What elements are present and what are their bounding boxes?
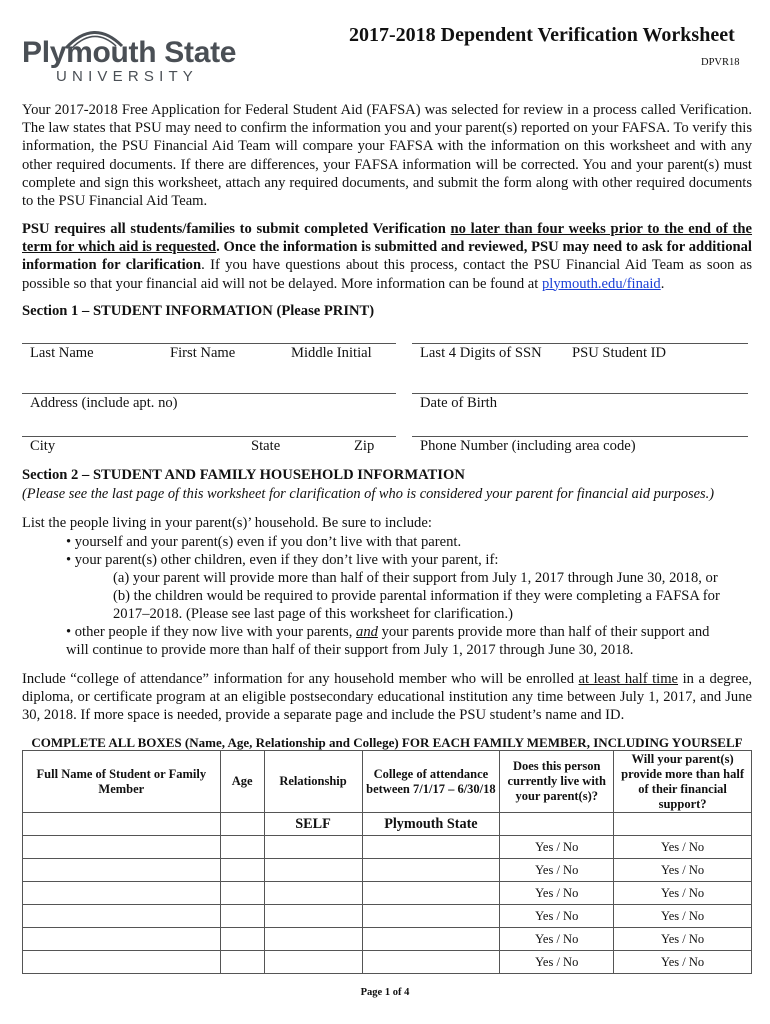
bullet-other-children: • your parent(s) other children, even if they don’t live with your parent, if: bbox=[66, 552, 499, 568]
age-cell[interactable] bbox=[220, 836, 264, 859]
document-title: 2017-2018 Dependent Verification Worksheet bbox=[349, 24, 735, 46]
address-label: Address (include apt. no) bbox=[30, 395, 178, 411]
dob-field-line[interactable] bbox=[412, 393, 748, 394]
name-cell[interactable] bbox=[23, 859, 221, 882]
section1-heading: Section 1 – STUDENT INFORMATION (Please PRINT) bbox=[22, 303, 375, 319]
student-id-label: PSU Student ID bbox=[572, 345, 667, 361]
name-cell[interactable] bbox=[23, 813, 221, 836]
table-header-row bbox=[23, 751, 752, 813]
bullet-yourself: • yourself and your parent(s) even if you don’t live with that parent. bbox=[66, 534, 462, 550]
middle-initial-label: Middle Initial bbox=[291, 345, 372, 361]
age-cell[interactable] bbox=[220, 882, 264, 905]
college-cell[interactable] bbox=[362, 859, 500, 882]
section2-heading: Section 2 – STUDENT AND FAMILY HOUSEHOLD INFORMATION bbox=[22, 467, 465, 483]
sub-item-b-cont: 2017–2018. (Please see last page of this worksheet for clarification.) bbox=[113, 606, 513, 622]
form-code: DPVR18 bbox=[701, 57, 740, 68]
table-row bbox=[23, 928, 752, 951]
relationship-cell[interactable] bbox=[264, 836, 362, 859]
relationship-cell[interactable] bbox=[264, 882, 362, 905]
requirement-deadline: no later than four weeks prior to the end of the term for which aid is requested bbox=[22, 221, 752, 256]
college-paragraph bbox=[22, 670, 752, 725]
name-cell[interactable] bbox=[23, 928, 221, 951]
lives-with-yes-no[interactable]: Yes / No bbox=[500, 905, 614, 928]
college-cell[interactable] bbox=[362, 928, 500, 951]
table-row bbox=[23, 859, 752, 882]
sub-item-a: (a) your parent will provide more than half of their support from July 1, 2017 through June 30, 2018, or bbox=[113, 570, 718, 586]
col-parent-support: Will your parent(s) provide more than half of their financial support? bbox=[614, 751, 752, 813]
name-cell[interactable] bbox=[23, 882, 221, 905]
college-cell[interactable] bbox=[362, 905, 500, 928]
relationship-cell[interactable] bbox=[264, 951, 362, 974]
intro-paragraph: Your 2017-2018 Free Application for Federal Student Aid (FAFSA) was selected for review in a process called Verification. The law states that PSU may need to confirm the information you and your parent(s) reported on your FAFSA. To verify this information, the PSU Financial Aid Team will compare your FAFSA with the information on this worksheet and with any other required documents. If there are differences, your FAFSA information will be corrected. You and your parent(s) must complete and sign this worksheet, attach any required documents, and submit the form along with other required documents to the PSU Financial Aid Team. bbox=[22, 102, 752, 210]
zip-label: Zip bbox=[354, 438, 375, 454]
support-yes-no[interactable]: Yes / No bbox=[614, 836, 752, 859]
table-row bbox=[23, 882, 752, 905]
lives-with-yes-no[interactable]: Yes / No bbox=[500, 882, 614, 905]
page-number: Page 1 of 4 bbox=[360, 987, 410, 998]
and-emphasis: and bbox=[356, 624, 378, 640]
requirement-end: . bbox=[660, 275, 665, 292]
last-name-label: Last Name bbox=[30, 345, 94, 361]
relationship-cell[interactable] bbox=[264, 905, 362, 928]
table-heading: COMPLETE ALL BOXES (Name, Age, Relationship and College) FOR EACH FAMILY MEMBER, INCLUDING YOURSELF bbox=[31, 735, 743, 750]
bullet-other-people-a: • other people if they now live with your parents, bbox=[66, 624, 357, 640]
phone-label: Phone Number (including area code) bbox=[420, 438, 636, 454]
first-name-label: First Name bbox=[170, 345, 236, 361]
ssn-label: Last 4 Digits of SSN bbox=[420, 345, 542, 361]
city-field-line[interactable] bbox=[22, 436, 396, 437]
bullet-other-people-b: your parents provide more than half of their support and bbox=[377, 624, 710, 640]
table-row-self bbox=[23, 813, 752, 836]
name-cell[interactable] bbox=[23, 836, 221, 859]
lives-with-yes-no[interactable]: Yes / No bbox=[500, 859, 614, 882]
age-cell[interactable] bbox=[220, 951, 264, 974]
address-field-line[interactable] bbox=[22, 393, 396, 394]
college-text-a: Include “college of attendance” information for any household member who will be enrolled bbox=[22, 671, 579, 687]
city-label: City bbox=[30, 438, 56, 454]
requirement-bold-a: PSU requires all students/families to submit completed Verification bbox=[22, 221, 451, 237]
age-cell[interactable] bbox=[220, 813, 264, 836]
dob-label: Date of Birth bbox=[420, 395, 498, 411]
phone-field-line[interactable] bbox=[412, 436, 748, 437]
requirement-paragraph bbox=[22, 220, 752, 293]
requirement-bold-b: . Once the information is submitted and reviewed, PSU may need to ask for additional information for clarification bbox=[22, 239, 752, 274]
logo-name: Plymouth State bbox=[22, 36, 237, 69]
support-yes-no[interactable]: Yes / No bbox=[614, 859, 752, 882]
support-yes-no[interactable]: Yes / No bbox=[614, 928, 752, 951]
col-relationship: Relationship bbox=[264, 751, 362, 813]
bullet-other-people bbox=[66, 623, 709, 641]
state-label: State bbox=[251, 438, 281, 454]
bullet-other-people-cont: will continue to provide more than half of their support from July 1, 2017 through June 30, 2018. bbox=[66, 642, 634, 658]
age-cell[interactable] bbox=[220, 905, 264, 928]
half-time-underline: at least half time bbox=[578, 671, 679, 687]
lives-with-yes-no[interactable]: Yes / No bbox=[500, 928, 614, 951]
support-yes-no[interactable]: Yes / No bbox=[614, 882, 752, 905]
college-cell[interactable] bbox=[362, 836, 500, 859]
college-text-b: in a degree, diploma, or certificate program at an eligible postsecondary educational institution any time between July 1, 2017, and June 30, 2018. If more space is needed, provide a separate page and include the PSU student’s name and ID. bbox=[22, 671, 752, 724]
col-full-name: Full Name of Student or Family Member bbox=[23, 751, 221, 813]
support-yes-no[interactable]: Yes / No bbox=[614, 905, 752, 928]
college-cell[interactable] bbox=[362, 951, 500, 974]
age-cell[interactable] bbox=[220, 859, 264, 882]
id-field-line[interactable] bbox=[412, 343, 748, 344]
relationship-cell[interactable] bbox=[264, 859, 362, 882]
lives-with-yes-no[interactable]: Yes / No bbox=[500, 951, 614, 974]
finaid-link[interactable]: plymouth.edu/finaid bbox=[541, 275, 661, 292]
name-cell[interactable] bbox=[23, 905, 221, 928]
relationship-cell[interactable] bbox=[264, 928, 362, 951]
table-row bbox=[23, 836, 752, 859]
age-cell[interactable] bbox=[220, 928, 264, 951]
name-field-line[interactable] bbox=[22, 343, 396, 344]
table-row bbox=[23, 905, 752, 928]
requirement-plain: . If you have questions about this process, contact the PSU Financial Aid Team as soon as possible so that your financial aid will not be delayed. More information can be found at bbox=[22, 257, 753, 292]
household-list-intro: List the people living in your parent(s)’ household. Be sure to include: bbox=[22, 515, 432, 531]
col-lives-with-parents: Does this person currently live with your parent(s)? bbox=[500, 751, 614, 813]
lives-with-yes-no[interactable]: Yes / No bbox=[500, 836, 614, 859]
university-logo bbox=[22, 24, 238, 86]
col-age: Age bbox=[220, 751, 264, 813]
lives-with-cell[interactable] bbox=[500, 813, 614, 836]
table-row bbox=[23, 951, 752, 974]
support-yes-no[interactable]: Yes / No bbox=[614, 951, 752, 974]
section2-note: (Please see the last page of this worksheet for clarification of who is considered your parent for financial aid purposes.) bbox=[22, 486, 715, 502]
sub-item-b: (b) the children would be required to provide parental information if they were completing a FAFSA for bbox=[113, 588, 720, 604]
college-cell[interactable] bbox=[362, 882, 500, 905]
family-member-table bbox=[22, 750, 752, 974]
college-cell-self: Plymouth State bbox=[362, 813, 500, 836]
support-cell[interactable] bbox=[614, 813, 752, 836]
relationship-cell-self: SELF bbox=[264, 813, 362, 836]
name-cell[interactable] bbox=[23, 951, 221, 974]
col-college: College of attendance between 7/1/17 – 6/30/18 bbox=[362, 751, 500, 813]
logo-subtitle: UNIVERSITY bbox=[56, 68, 199, 85]
